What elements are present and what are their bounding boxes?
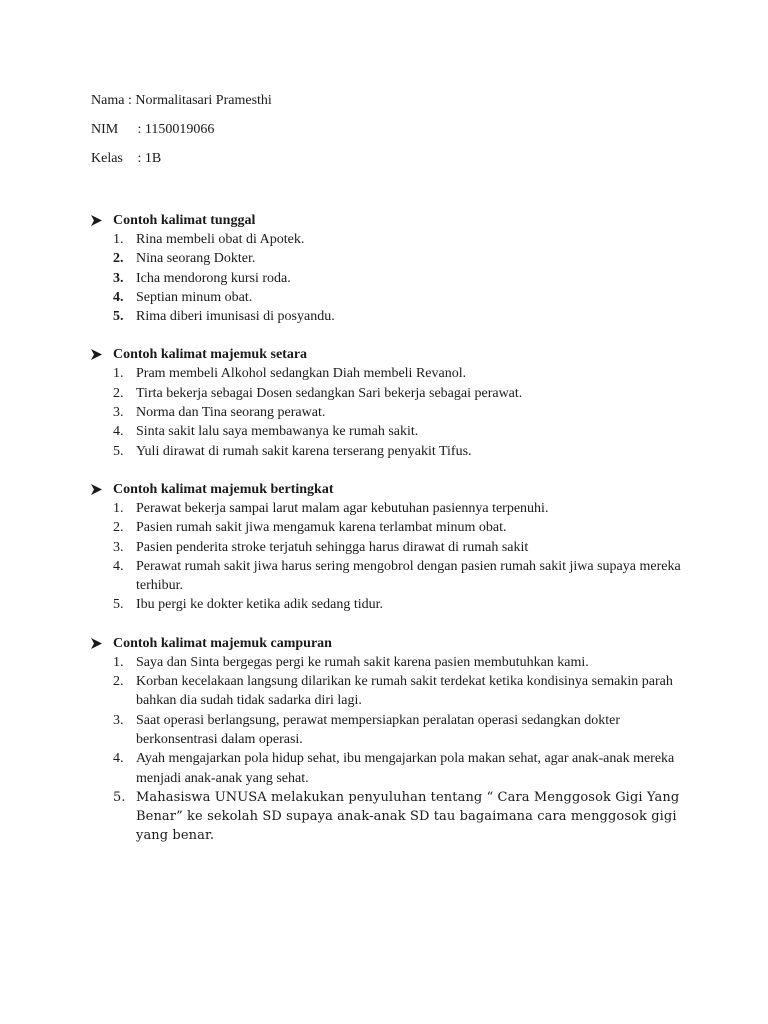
list-item xyxy=(91,364,691,383)
item-text: Saya dan Sinta bergegas pergi ke rumah sakit karena pasien membutuhkan kami. xyxy=(136,654,589,670)
item-text: Rima diberi imunisasi di posyandu. xyxy=(136,309,335,325)
sections-container xyxy=(91,211,691,865)
list-item xyxy=(91,595,691,614)
section-majemuk-campuran xyxy=(91,634,691,846)
list-item xyxy=(91,422,691,441)
item-number: 2. xyxy=(113,385,124,401)
item-text: Icha mendorong kursi roda. xyxy=(136,270,291,286)
item-number: 2. xyxy=(113,674,124,690)
section-majemuk-bertingkat xyxy=(91,480,691,615)
list-item xyxy=(91,384,691,403)
item-text: Perawat bekerja sampai larut malam agar kebutuhan pasiennya terpenuhi. xyxy=(136,500,549,516)
nama-value: : Normalitasari Pramesthi xyxy=(127,93,272,108)
item-number: 3. xyxy=(113,712,124,728)
item-text: Yuli dirawat di rumah sakit karena terserang penyakit Tifus. xyxy=(136,443,472,459)
list-item xyxy=(91,788,691,846)
item-text: Nina seorang Dokter. xyxy=(136,251,256,267)
section-title-text: Contoh kalimat majemuk setara xyxy=(113,347,308,363)
list-item xyxy=(91,269,691,288)
item-list xyxy=(91,230,691,326)
item-number: 4. xyxy=(113,558,124,574)
section-title xyxy=(91,211,691,230)
list-item xyxy=(91,442,691,461)
item-number: 4. xyxy=(113,289,124,305)
item-text: Mahasiswa UNUSA melakukan penyuluhan tentang “ Cara Menggosok Gigi Yang Benar” ke sekolah SD supaya anak-anak SD tau bagaimana cara menggosok gigi yang benar. xyxy=(136,789,680,844)
nama-label: Nama xyxy=(91,93,125,108)
item-number: 5. xyxy=(113,789,126,805)
list-item xyxy=(91,672,691,711)
item-text: Ibu pergi ke dokter ketika adik sedang tidur. xyxy=(136,597,384,613)
nim-value: : 1150019066 xyxy=(137,122,215,137)
item-text: Saat operasi berlangsung, perawat mempersiapkan peralatan operasi sedangkan dokter berkonsentrasi dalam operasi. xyxy=(136,712,620,747)
kelas-line xyxy=(91,149,651,168)
item-text: Pasien penderita stroke terjatuh sehingga harus dirawat di rumah sakit xyxy=(136,539,529,555)
nama-line xyxy=(91,91,651,110)
item-number: 1. xyxy=(113,654,124,670)
item-number: 2. xyxy=(113,251,124,267)
item-number: 5. xyxy=(113,443,124,459)
list-item xyxy=(91,749,691,788)
arrow-bullet-icon xyxy=(91,484,102,495)
item-number: 1. xyxy=(113,232,124,247)
item-number: 2. xyxy=(113,520,124,536)
section-title-text: Contoh kalimat majemuk bertingkat xyxy=(113,481,334,497)
list-item xyxy=(91,711,691,750)
section-title xyxy=(91,634,691,653)
item-number: 4. xyxy=(113,751,124,767)
item-number: 3. xyxy=(113,539,124,555)
section-title-text: Contoh kalimat tunggal xyxy=(113,213,256,228)
item-text: Norma dan Tina seorang perawat. xyxy=(136,405,326,421)
item-number: 3. xyxy=(113,270,124,286)
item-list xyxy=(91,653,691,846)
list-item xyxy=(91,403,691,422)
nim-line xyxy=(91,120,651,139)
item-number: 5. xyxy=(113,309,124,325)
item-number: 5. xyxy=(113,597,124,613)
list-item xyxy=(91,653,691,672)
item-number: 4. xyxy=(113,424,124,440)
arrow-bullet-icon xyxy=(91,215,102,226)
item-text: Septian minum obat. xyxy=(136,289,253,305)
list-item xyxy=(91,538,691,557)
item-list xyxy=(91,499,691,615)
item-number: 3. xyxy=(113,405,124,421)
list-item xyxy=(91,249,691,268)
item-text: Tirta bekerja sebagai Dosen sedangkan Sari bekerja sebagai perawat. xyxy=(136,385,523,401)
student-info xyxy=(91,91,651,178)
list-item xyxy=(91,499,691,518)
list-item xyxy=(91,557,691,596)
list-item xyxy=(91,518,691,537)
kelas-label: Kelas xyxy=(91,151,123,166)
item-text: Rina membeli obat di Apotek. xyxy=(136,232,305,247)
item-text: Korban kecelakaan langsung dilarikan ke rumah sakit terdekat ketika kondisinya semakin parah bahkan dia sudah tidak sadarka diri lagi. xyxy=(136,674,673,709)
section-title-text: Contoh kalimat majemuk campuran xyxy=(113,635,332,651)
arrow-bullet-icon xyxy=(91,638,102,649)
section-majemuk-setara xyxy=(91,345,691,460)
list-item xyxy=(91,288,691,307)
section-kalimat-tunggal xyxy=(91,211,691,326)
nim-label: NIM xyxy=(91,122,119,137)
list-item xyxy=(91,307,691,326)
arrow-bullet-icon xyxy=(91,349,102,360)
item-text: Pasien rumah sakit jiwa mengamuk karena terlambat minum obat. xyxy=(136,520,507,536)
item-text: Sinta sakit lalu saya membawanya ke rumah sakit. xyxy=(136,424,419,440)
item-number: 1. xyxy=(113,366,124,382)
item-text: Ayah mengajarkan pola hidup sehat, ibu mengajarkan pola makan sehat, agar anak-anak mereka menjadi anak-anak yang sehat. xyxy=(136,751,675,786)
item-text: Pram membeli Alkohol sedangkan Diah membeli Revanol. xyxy=(136,366,467,382)
item-list xyxy=(91,364,691,460)
item-number: 1. xyxy=(113,500,124,516)
section-title xyxy=(91,345,691,364)
kelas-value: : 1B xyxy=(137,151,162,166)
list-item xyxy=(91,230,691,249)
item-text: Perawat rumah sakit jiwa harus sering mengobrol dengan pasien rumah sakit jiwa supaya mereka terhibur. xyxy=(136,558,681,594)
section-title xyxy=(91,480,691,499)
